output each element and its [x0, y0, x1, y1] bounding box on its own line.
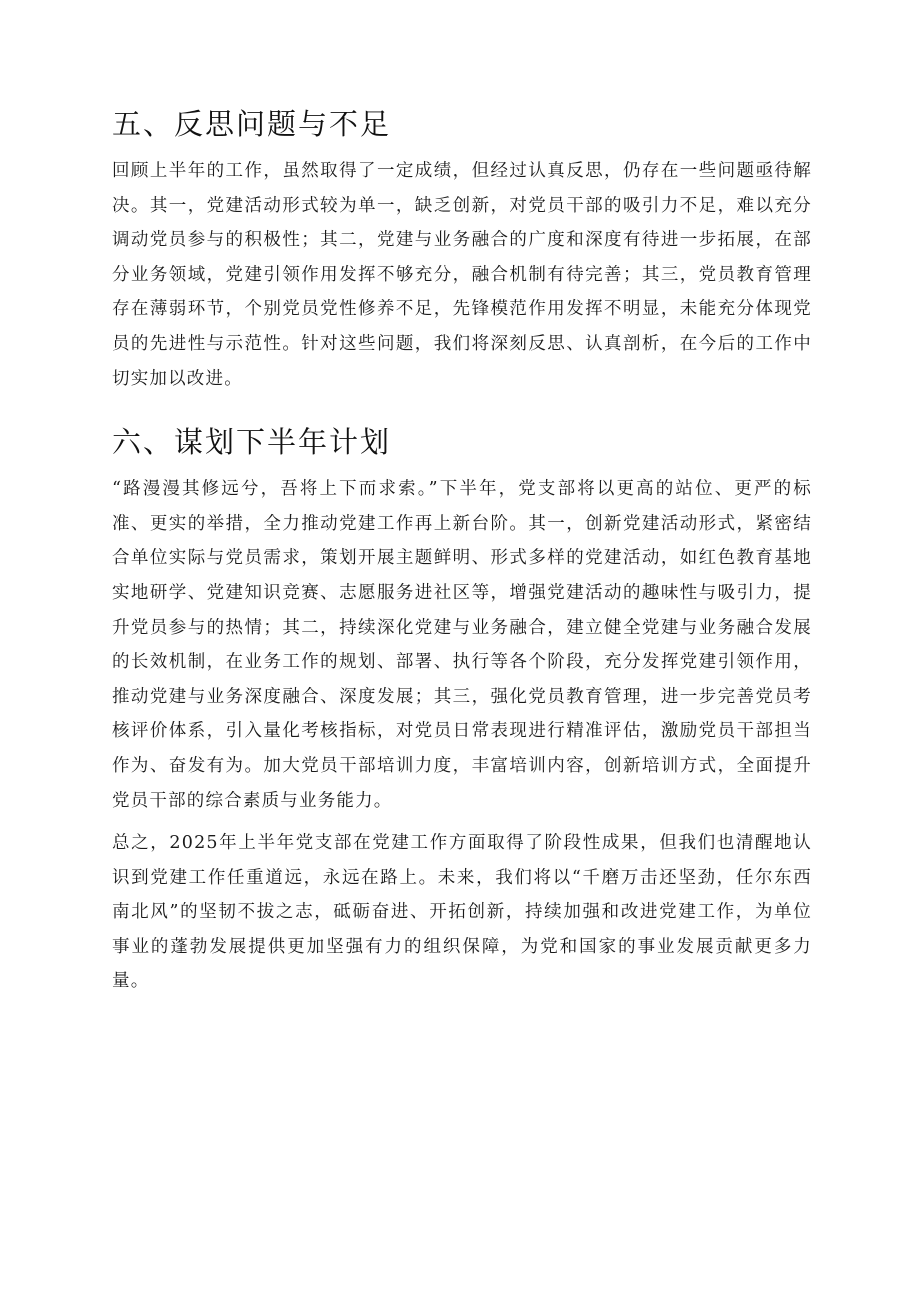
document-page	[112, 100, 812, 999]
section-heading-plan: 六、谋划下半年计划	[112, 425, 392, 460]
plan-paragraph: “路漫漫其修远兮，吾将上下而求索。”下半年，党支部将以更高的站位、更严的标准、更实的举措，全力推动党建工作再上新台阶。其一，创新党建活动形式，紧密结合单位实际与党员需求，策划开展主题鲜明、形式多样的党建活动，如红色教育基地实地研学、党建知识竞赛、志愿服务进社区等，增强党建活动的趣味性与吸引力，提升党员参与的热情；其二，持续深化党建与业务融合，建立健全党建与业务融合发展的长效机制，在业务工作的规划、部署、执行等各个阶段，充分发挥党建引领作用，推动党建与业务深度融合、深度发展；其三，强化党员教育管理，进一步完善党员考核评价体系，引入量化考核指标，对党员日常表现进行精准评估，激励党员干部担当作为、奋发有为。加大党员干部培训力度，丰富培训内容，创新培训方式，全面提升党员干部的综合素质与业务能力。	[112, 479, 812, 811]
reflection-paragraph: 回顾上半年的工作，虽然取得了一定成绩，但经过认真反思，仍存在一些问题亟待解决。其一，党建活动形式较为单一，缺乏创新，对党员干部的吸引力不足，难以充分调动党员参与的积极性；其二，党建与业务融合的广度和深度有待进一步拓展，在部分业务领域，党建引领作用发挥不够充分，融合机制有待完善；其三，党员教育管理存在薄弱环节，个别党员党性修养不足，先锋模范作用发挥不明显，未能充分体现党员的先进性与示范性。针对这些问题，我们将深刻反思、认真剖析，在今后的工作中切实加以改进。	[112, 161, 812, 389]
section-heading-reflection: 五、反思问题与不足	[112, 107, 392, 141]
conclusion-paragraph: 总之，2025年上半年党支部在党建工作方面取得了阶段性成果，但我们也清醒地认识到党建工作任重道远，永远在路上。未来，我们将以“千磨万击还坚劲，任尔东西南北风”的坚韧不拔之志，砥砺奋进、开拓创新，持续加强和改进党建工作，为单位事业的蓬勃发展提供更加坚强有力的组织保障，为党和国家的事业发展贡献更多力量。	[112, 833, 812, 992]
